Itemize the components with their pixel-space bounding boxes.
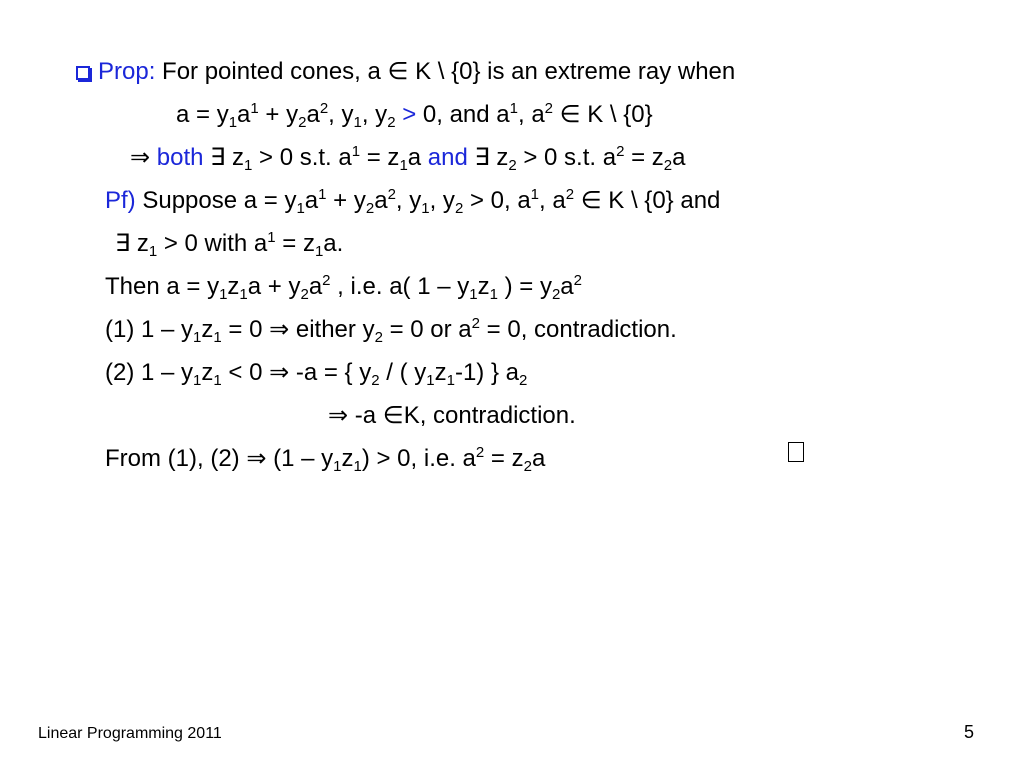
case2-segment: 2	[518, 372, 528, 389]
impl-segment: a	[407, 144, 428, 171]
cond-segment: a	[306, 101, 320, 128]
case1-line	[105, 316, 677, 344]
from-segment: z	[341, 445, 354, 472]
case2-segment: / ( y	[379, 359, 427, 386]
case1-segment: 2	[471, 315, 480, 332]
checkbox-square-icon	[76, 66, 90, 80]
impl-segment: = z	[624, 144, 664, 171]
cond-segment: ∈ K \ {0}	[553, 101, 653, 128]
impl-segment: 2	[663, 157, 673, 174]
case2-segment: 1	[426, 372, 435, 389]
from-segment: 1	[353, 458, 362, 475]
prop-segment: For pointed cones, a ∈ K \ {0} is an extreme ray when	[155, 58, 736, 85]
page-number: 5	[964, 722, 975, 742]
impl-segment: = z	[360, 144, 400, 171]
case1-segment: 2	[374, 329, 383, 346]
pf-segment: ∈ K \ {0} and	[574, 187, 721, 214]
case1-segment: (1) 1 – y	[105, 316, 194, 343]
case2-conclusion-line	[328, 402, 576, 430]
impl-segment: a	[672, 144, 686, 171]
exists-segment: > 0 with a	[157, 230, 268, 257]
from-segment: 2	[523, 458, 532, 475]
cond-segment: 1	[353, 114, 362, 131]
cond-segment: , a	[517, 101, 545, 128]
pf-segment: 1	[318, 186, 327, 203]
cond-segment: 2	[298, 114, 307, 131]
pf-segment: 1	[296, 200, 305, 217]
then-segment: a	[308, 273, 323, 300]
cond-segment: 2	[544, 100, 554, 117]
case2b-segment: ⇒ -a ∈K, contradiction.	[328, 402, 576, 429]
impl-segment: 1	[244, 157, 253, 174]
exists-segment: = z	[275, 230, 315, 257]
then-segment: z	[477, 273, 490, 300]
pf-segment: > 0, a	[463, 187, 531, 214]
proof-line	[105, 187, 720, 215]
exists-segment: ∃ z	[115, 230, 149, 257]
cond-segment: 1	[228, 114, 238, 131]
pf-segment: 1	[421, 200, 430, 217]
impl-segment: and	[427, 144, 468, 171]
then-segment: 1	[469, 286, 478, 303]
pf-segment: 1	[530, 186, 540, 203]
case2-segment: (2) 1 – y	[105, 359, 194, 386]
pf-segment: 2	[565, 186, 575, 203]
case1-segment: = 0 ⇒ either y	[221, 316, 375, 343]
cond-segment: 1	[250, 100, 259, 117]
cond-segment: a	[237, 101, 251, 128]
then-segment: a	[560, 273, 574, 300]
from-segment: ) > 0, i.e. a	[361, 445, 476, 472]
pf-segment: Pf)	[105, 187, 136, 214]
pf-segment: + y	[326, 187, 366, 214]
from-segment: = z	[484, 445, 524, 472]
pf-segment: 2	[387, 186, 396, 203]
conclusion-line	[105, 445, 545, 473]
cond-segment: , y	[361, 101, 388, 128]
qed-box-icon	[788, 442, 804, 462]
then-segment: 2	[322, 272, 331, 289]
case2-segment: 1	[446, 372, 455, 389]
then-segment: a + y	[247, 273, 301, 300]
case2-line	[105, 359, 527, 387]
from-segment: 1	[333, 458, 342, 475]
then-segment: 1	[239, 286, 248, 303]
from-segment: a	[531, 445, 546, 472]
cond-segment: a = y	[176, 101, 229, 128]
case2-segment: 1	[213, 372, 222, 389]
exists-segment: 1	[148, 243, 158, 260]
exists-segment: 1	[267, 229, 276, 246]
pf-segment: 2	[365, 200, 375, 217]
then-segment: , i.e. a( 1 – y	[330, 273, 470, 300]
case1-segment: = 0, contradiction.	[480, 316, 677, 343]
impl-segment: both	[156, 144, 204, 171]
impl-segment: ⇒	[130, 144, 157, 171]
implication-line	[130, 144, 685, 172]
then-segment: Then a = y	[105, 273, 220, 300]
cond-segment: , y	[328, 101, 354, 128]
pf-segment: a	[304, 187, 319, 214]
exists-segment: a.	[323, 230, 344, 257]
case2-segment: 2	[371, 372, 380, 389]
then-segment: ) = y	[497, 273, 552, 300]
pf-segment: , y	[395, 187, 422, 214]
then-segment: 1	[489, 286, 498, 303]
impl-segment: > 0 s.t. a	[516, 144, 617, 171]
impl-segment: 1	[399, 157, 408, 174]
impl-segment: > 0 s.t. a	[252, 144, 352, 171]
impl-segment: 1	[351, 143, 361, 160]
case2-segment: 1	[193, 372, 202, 389]
exists-segment: 1	[314, 243, 324, 260]
cond-segment: 2	[319, 100, 329, 117]
impl-segment: 2	[616, 143, 625, 160]
then-segment: 2	[573, 272, 582, 289]
pf-segment: , a	[539, 187, 566, 214]
case1-segment: = 0 or a	[382, 316, 472, 343]
case1-segment: 1	[213, 329, 222, 346]
then-line	[105, 273, 582, 301]
case1-segment: z	[201, 316, 214, 343]
cond-segment: >	[395, 101, 417, 128]
then-segment: 2	[551, 286, 561, 303]
case1-segment: 1	[193, 329, 202, 346]
pf-segment: Suppose a = y	[135, 187, 297, 214]
pf-segment: 2	[454, 200, 464, 217]
prop-segment: Prop:	[98, 58, 156, 85]
case2-segment: -1) } a	[454, 359, 519, 386]
pf-segment: a	[374, 187, 388, 214]
pf-segment: , y	[429, 187, 455, 214]
impl-segment: 2	[508, 157, 517, 174]
impl-segment: ∃ z	[467, 144, 509, 171]
cond-segment: 0, and a	[416, 101, 510, 128]
condition-line	[176, 101, 653, 129]
footer-title: Linear Programming 2011	[38, 725, 222, 742]
prop-line	[76, 58, 735, 86]
then-segment: 1	[219, 286, 228, 303]
impl-segment: ∃ z	[203, 144, 244, 171]
exists-line	[115, 230, 343, 258]
case2-segment: z	[201, 359, 214, 386]
then-segment: z	[227, 273, 240, 300]
case2-segment: z	[434, 359, 447, 386]
cond-segment: 1	[509, 100, 518, 117]
cond-segment: + y	[258, 101, 299, 128]
case2-segment: < 0 ⇒ -a = { y	[221, 359, 372, 386]
from-segment: 2	[475, 444, 485, 461]
cond-segment: 2	[387, 114, 396, 131]
from-segment: From (1), (2) ⇒ (1 – y	[105, 445, 334, 472]
then-segment: 2	[300, 286, 309, 303]
